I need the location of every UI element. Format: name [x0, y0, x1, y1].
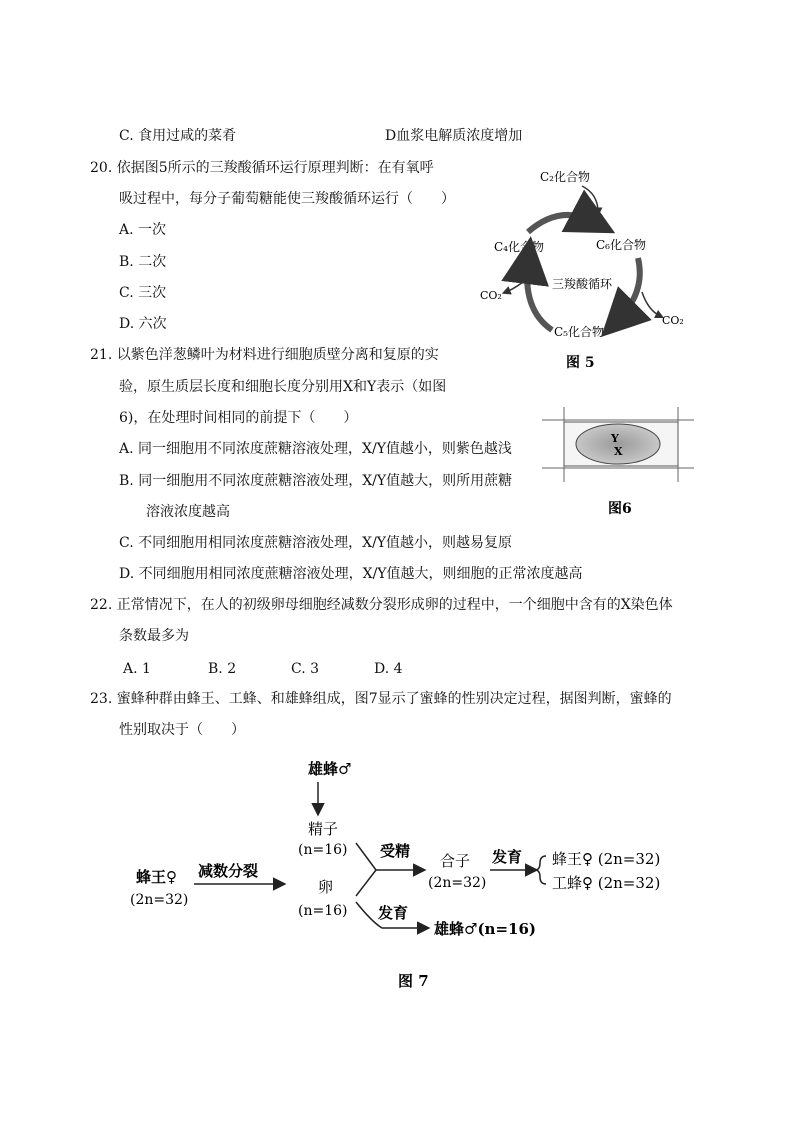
q19-option-d: D血浆电解质浓度增加 — [385, 128, 523, 144]
c4-compound-label: C₄化合物 — [494, 240, 544, 254]
q19-option-c: C. 食用过咸的菜肴 — [119, 128, 237, 144]
develop-male-label: 发育 — [378, 904, 409, 922]
egg-ploidy-label: (n=16) — [298, 903, 348, 919]
q20-option-b: B. 二次 — [119, 254, 167, 270]
line-sperm-to-fertilization — [356, 843, 376, 870]
q20-option-a: A. 一次 — [119, 222, 167, 238]
meiosis-label: 减数分裂 — [198, 862, 259, 880]
line-egg-to-fertilization — [356, 870, 376, 896]
q22-option-b: B. 2 — [208, 661, 237, 677]
q22-option-a: A. 1 — [123, 661, 151, 677]
queen-offspring-label: 蜂王♀ (2n=32) — [552, 850, 661, 868]
q21-option-b-line2: 溶液浓度越高 — [146, 504, 230, 520]
co2-left-label: CO₂ — [480, 289, 502, 302]
q22-option-d: D. 4 — [374, 661, 403, 677]
q20-option-c: C. 三次 — [119, 285, 167, 301]
q21-option-d: D. 不同细胞用相同浓度蔗糖溶液处理，X/Y值越大，则细胞的正常浓度越高 — [119, 566, 583, 582]
figure-6-plasmolysis-cell — [538, 404, 698, 519]
q21-stem-line3: 6)，在处理时间相同的前提下（ ） — [119, 410, 358, 426]
co2-right-label: CO₂ — [662, 314, 684, 327]
fertilization-label: 受精 — [380, 842, 411, 860]
zygote-label: 合子 — [440, 852, 471, 870]
arrow-co2-right-out — [642, 292, 660, 316]
figure-6-caption: 图6 — [608, 501, 632, 517]
q21-stem-line1: 21. 以紫色洋葱鳞叶为材料进行细胞质壁分离和复原的实 — [90, 347, 439, 363]
worker-offspring-label: 工蜂♀ (2n=32) — [552, 874, 661, 892]
q22-stem-line2: 条数最多为 — [119, 628, 189, 644]
c5-compound-label: C₅化合物 — [554, 325, 604, 339]
brace — [535, 856, 546, 884]
egg-label: 卵 — [318, 878, 334, 896]
q21-option-c: C. 不同细胞用相同浓度蔗糖溶液处理，X/Y值越小，则越易复原 — [119, 535, 513, 551]
q21-stem-line2: 验，原生质层长度和细胞长度分别用X和Y表示（如图 — [119, 379, 447, 395]
figure-7-bee-sex-determination — [110, 750, 710, 995]
figure-7-caption: 图 7 — [398, 972, 429, 990]
sperm-ploidy-label: (n=16) — [298, 842, 348, 858]
arc-c5-to-c4 — [527, 260, 552, 330]
q21-option-b-line1: B. 同一细胞用不同浓度蔗糖溶液处理，X/Y值越大，则所用蔗糖 — [119, 473, 513, 489]
zygote-ploidy-label: (2n=32) — [428, 875, 487, 891]
figure-5-tca-cycle — [470, 160, 700, 375]
c6-compound-label: C₆化合物 — [596, 238, 646, 252]
q22-stem-line1: 22. 正常情况下，在人的初级卵母细胞经减数分裂形成卵的过程中，一个细胞中含有的X染色体 — [90, 597, 673, 613]
sperm-label: 精子 — [308, 820, 339, 838]
tca-cycle-center-label: 三羧酸循环 — [552, 277, 613, 291]
figure-5-caption: 图 5 — [566, 355, 595, 371]
q23-stem-line1: 23. 蜜蜂种群由蜂王、工蜂、和雄蜂组成，图7显示了蜜蜂的性别决定过程，据图判断，蜜蜂的 — [90, 691, 672, 707]
q20-stem-line1: 20. 依据图5所示的三羧酸循环运行原理判断：在有氧呼 — [90, 160, 434, 176]
arrow-c2-in — [582, 186, 598, 212]
q22-option-c: C. 3 — [291, 661, 320, 677]
drone-father-label: 雄蜂♂ — [308, 760, 352, 778]
c2-compound-label: C₂化合物 — [540, 170, 590, 184]
q20-option-d: D. 六次 — [119, 316, 167, 332]
x-length-label: X — [614, 445, 623, 458]
drone-offspring-label: 雄蜂♂(n=16) — [434, 920, 536, 938]
queen-mother-label: 蜂王♀ — [136, 868, 177, 886]
y-length-label: Y — [611, 432, 619, 445]
queen-ploidy-label: (2n=32) — [130, 892, 189, 908]
q23-stem-line2: 性别取决于（ ） — [119, 722, 245, 738]
arc-c4-to-c6 — [528, 215, 594, 232]
develop-female-label: 发育 — [492, 848, 523, 866]
q21-option-a: A. 同一细胞用不同浓度蔗糖溶液处理，X/Y值越小，则紫色越浅 — [119, 441, 512, 457]
arc-c6-to-c5 — [618, 258, 640, 320]
q20-stem-line2: 吸过程中，每分子葡萄糖能使三羧酸循环运行（ ） — [119, 191, 455, 207]
